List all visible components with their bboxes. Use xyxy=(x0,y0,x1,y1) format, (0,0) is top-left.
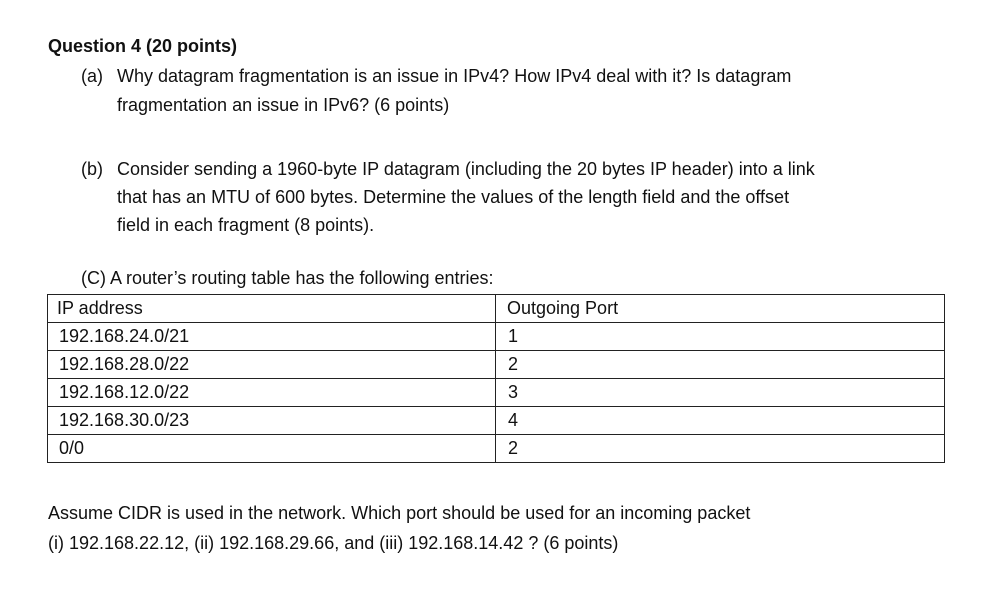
port-cell: 2 xyxy=(496,435,945,463)
table-row xyxy=(48,323,945,351)
ip-cell: 192.168.28.0/22 xyxy=(48,351,496,379)
part-a-line-1: Why datagram fragmentation is an issue in IPv4? How IPv4 deal with it? Is datagram xyxy=(117,66,792,86)
routing-table xyxy=(47,294,945,463)
part-b-line-1: Consider sending a 1960-byte IP datagram (including the 20 bytes IP header) into a link xyxy=(117,159,815,179)
part-c-label: (C) A router’s routing table has the following entries: xyxy=(81,268,494,288)
part-c-question-line-2: (i) 192.168.22.12, (ii) 192.168.29.66, and (iii) 192.168.14.42 ? (6 points) xyxy=(48,533,619,553)
question-title: Question 4 (20 points) xyxy=(48,36,238,56)
part-c-question-line-1: Assume CIDR is used in the network. Which port should be used for an incoming packet xyxy=(48,503,751,523)
table-row xyxy=(48,407,945,435)
part-a-line-2: fragmentation an issue in IPv6? (6 points) xyxy=(117,95,450,115)
table-row xyxy=(48,435,945,463)
part-b xyxy=(81,155,961,245)
ip-cell: 192.168.30.0/23 xyxy=(48,407,496,435)
part-b-line-3: field in each fragment (8 points). xyxy=(117,215,375,235)
port-cell: 3 xyxy=(496,379,945,407)
table-row xyxy=(48,379,945,407)
part-b-text xyxy=(117,155,917,239)
port-cell: 4 xyxy=(496,407,945,435)
port-cell: 2 xyxy=(496,351,945,379)
ip-cell: 0/0 xyxy=(48,435,496,463)
header-ip-address: IP address xyxy=(48,295,496,323)
ip-cell: 192.168.12.0/22 xyxy=(48,379,496,407)
table-row xyxy=(48,351,945,379)
part-b-marker: (b) xyxy=(81,159,103,179)
header-outgoing-port: Outgoing Port xyxy=(496,295,945,323)
part-a-marker: (a) xyxy=(81,66,103,86)
part-a xyxy=(81,62,961,122)
ip-cell: 192.168.24.0/21 xyxy=(48,323,496,351)
table-header-row xyxy=(48,295,945,323)
part-b-line-2: that has an MTU of 600 bytes. Determine the values of the length field and the offset xyxy=(117,187,790,207)
port-cell: 1 xyxy=(496,323,945,351)
part-a-text xyxy=(117,62,957,120)
part-c-question xyxy=(48,498,948,558)
